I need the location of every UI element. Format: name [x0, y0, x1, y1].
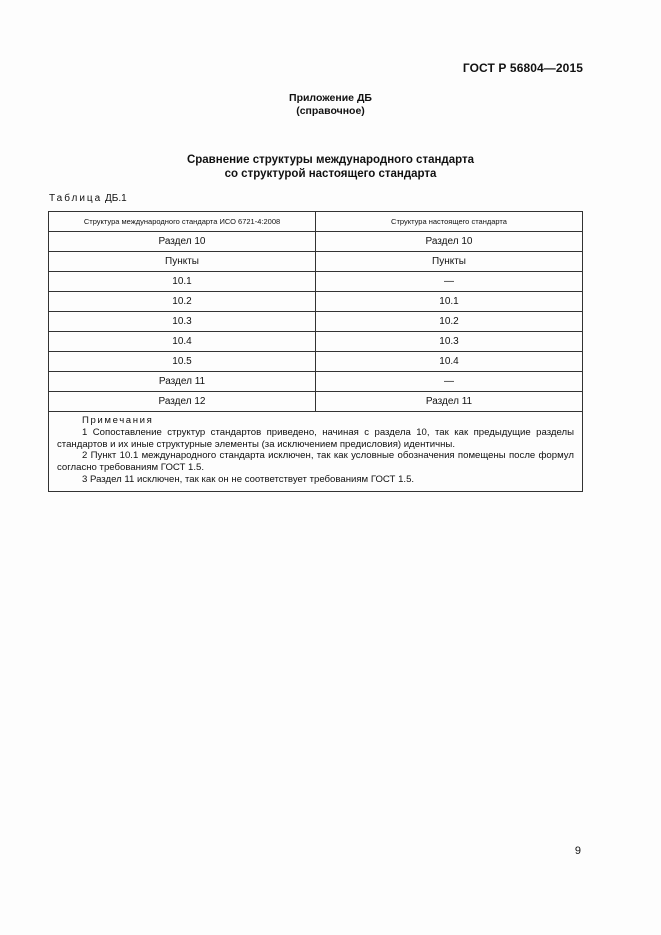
comparison-table: [48, 211, 583, 492]
table-caption-word: Таблица: [49, 193, 103, 204]
table-row: [49, 372, 583, 392]
table-caption: [49, 193, 127, 204]
table-row: [49, 272, 583, 292]
table-row: [49, 392, 583, 412]
standard-number: ГОСТ Р 56804—2015: [462, 61, 583, 75]
table-cell: 10.3: [49, 312, 316, 332]
table-cell: 10.5: [49, 352, 316, 372]
table-cell: Раздел 12: [49, 392, 316, 412]
table-cell: Раздел 10: [316, 232, 583, 252]
table-cell: Раздел 10: [49, 232, 316, 252]
table-cell: Раздел 11: [316, 392, 583, 412]
notes-row: [49, 412, 583, 492]
table-cell: 10.1: [316, 292, 583, 312]
annex-subtitle: (справочное): [296, 105, 365, 117]
table-cell: 10.2: [316, 312, 583, 332]
table-cell: 10.4: [316, 352, 583, 372]
table-cell: Пункты: [49, 252, 316, 272]
heading-line-2: со структурой настоящего стандарта: [224, 168, 437, 180]
annex-title: Приложение ДБ: [289, 92, 372, 104]
table-cell: 10.3: [316, 332, 583, 352]
table-row: [49, 332, 583, 352]
table-header-row: [49, 212, 583, 232]
table-caption-id: ДБ.1: [105, 193, 127, 204]
note-3: 3 Раздел 11 исключен, так как он не соответствует требованиям ГОСТ 1.5.: [82, 473, 415, 485]
annex-header: [0, 92, 661, 118]
column-header-national: Структура настоящего стандарта: [316, 212, 583, 232]
page-number: 9: [574, 845, 581, 857]
section-heading: [0, 153, 661, 181]
table-cell: 10.2: [49, 292, 316, 312]
table-row: [49, 312, 583, 332]
table-cell: —: [316, 272, 583, 292]
notes-cell: [49, 412, 583, 492]
table-row: [49, 252, 583, 272]
table-cell: Пункты: [316, 252, 583, 272]
table-row: [49, 352, 583, 372]
table-cell: —: [316, 372, 583, 392]
table-cell: 10.1: [49, 272, 316, 292]
notes-title: Примечания: [82, 415, 154, 426]
note-1: 1 Сопоставление структур стандартов приведено, начиная с раздела 10, так как предыдущие разделы стандартов и их иные структурные элементы (за исключением предисловия) идентичны.: [57, 426, 574, 450]
table-row: [49, 292, 583, 312]
table-cell: 10.4: [49, 332, 316, 352]
heading-line-1: Сравнение структуры международного стандарта: [186, 154, 475, 166]
column-header-international: Структура международного стандарта ИСО 6721-4:2008: [49, 212, 316, 232]
table-row: [49, 232, 583, 252]
note-2: 2 Пункт 10.1 международного стандарта исключен, так как условные обозначения помещены после формул согласно требованиям ГОСТ 1.5.: [57, 450, 574, 474]
table-cell: Раздел 11: [49, 372, 316, 392]
